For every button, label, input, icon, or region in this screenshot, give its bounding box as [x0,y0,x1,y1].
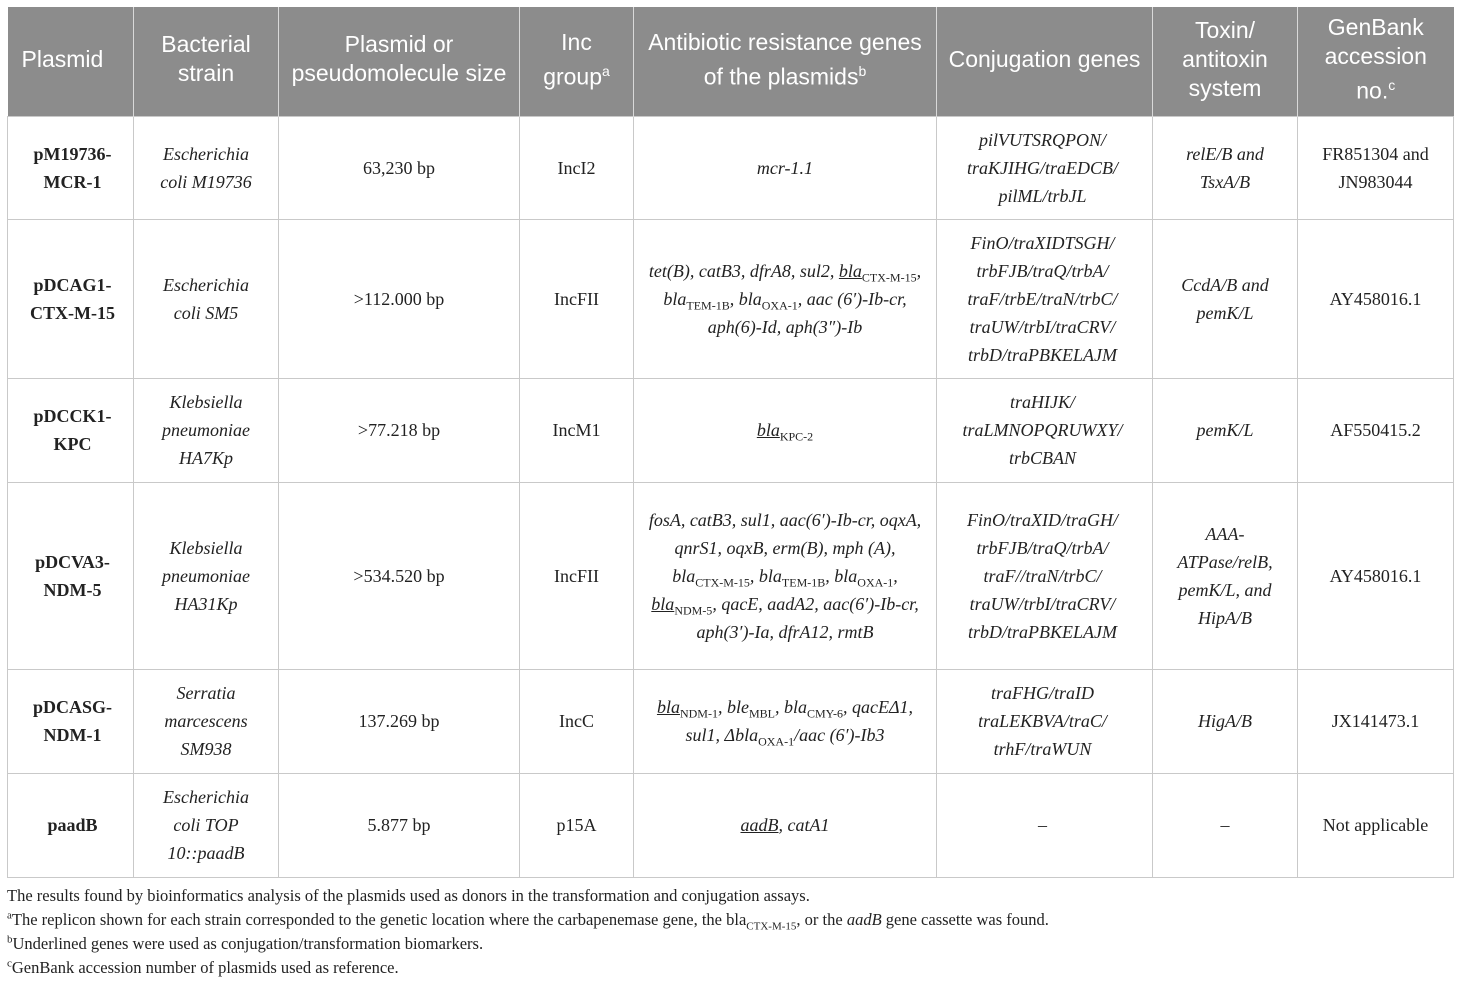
cell-plasmid: pDCASG-NDM-1 [8,669,134,773]
cell-plasmid: pDCAG1-CTX-M-15 [8,219,134,378]
footnote-b: $^b$Underlined genes were used as conjugation/transformation biomarkers. [7,933,484,953]
header-plasmid: Plasmid [8,7,134,116]
cell-inc-group: p15A [520,773,634,877]
footnote-mark-c: c [1388,77,1396,93]
header-strain: Bacterial strain [134,7,279,116]
cell-toxin: CcdA/B and pemK/L [1153,219,1298,378]
table-row [8,219,1454,378]
table-body [8,116,1454,877]
cell-toxin: – [1153,773,1298,877]
cell-strain: Klebsiella pneumoniae HA7Kp [134,378,279,482]
cell-toxin: pemK/L [1153,378,1298,482]
table-row [8,378,1454,482]
header-resistance: Antibiotic resistance genes of the plasmids$^b$ [634,7,937,116]
table-footnotes [7,884,1453,980]
cell-inc-group: IncFII [520,219,634,378]
cell-resistance: mcr-1.1 [634,116,937,219]
cell-resistance: bla$_{NDM-1}$, ble$_{MBL}$, bla$_{CMY-6}$, qacEΔ1, sul1, Δbla$_{OXA-1}$/aac (6′)-Ib3 [634,669,937,773]
cell-genbank: JX141473.1 [1298,669,1454,773]
cell-resistance: fosA, catB3, sul1, aac(6′)-Ib-cr, oqxA, qnrS1, oqxB, erm(B), mph (A), bla$_{CTX-M-15}$, bla$_{TEM-1B}$, bla$_{OXA-1}$, bla$_{NDM-5}$, qacE, aadA2, aac(6′)-Ib-cr, aph(3′)-Ia, dfrA12, rmtB [634,482,937,669]
cell-toxin: relE/B and TsxA/B [1153,116,1298,219]
cell-inc-group: IncC [520,669,634,773]
cell-toxin: HigA/B [1153,669,1298,773]
cell-conjugation: pilVUTSRQPON/ traKJIHG/traEDCB/ pilML/trbJL [937,116,1153,219]
header-row [8,7,1454,116]
cell-conjugation: – [937,773,1153,877]
header-inc-group: Inc group$^a$ [520,7,634,116]
cell-plasmid: pDCVA3-NDM-5 [8,482,134,669]
cell-genbank: AF550415.2 [1298,378,1454,482]
cell-size: >77.218 bp [279,378,520,482]
cell-size: 5.877 bp [279,773,520,877]
cell-size: >112.000 bp [279,219,520,378]
cell-size: 63,230 bp [279,116,520,219]
header-toxin: Toxin/ antitoxin system [1153,7,1298,116]
cell-strain: Klebsiella pneumoniae HA31Kp [134,482,279,669]
cell-genbank: Not applicable [1298,773,1454,877]
cell-inc-group: IncFII [520,482,634,669]
cell-resistance: tet(B), catB3, dfrA8, sul2, bla$_{CTX-M-15}$, bla$_{TEM-1B}$, bla$_{OXA-1}$, aac (6′)-Ib-cr, aph(6)-Id, aph(3″)-Ib [634,219,937,378]
cell-resistance: bla$_{KPC-2}$ [634,378,937,482]
table-row [8,116,1454,219]
cell-size: >534.520 bp [279,482,520,669]
cell-plasmid: pM19736-MCR-1 [8,116,134,219]
cell-genbank: FR851304 and JN983044 [1298,116,1454,219]
table-row [8,669,1454,773]
cell-conjugation: FinO/traXIDTSGH/ trbFJB/traQ/trbA/ traF/trbE/traN/trbC/ traUW/trbI/traCRV/ trbD/traPBKELAJM [937,219,1153,378]
cell-conjugation: traFHG/traID traLEKBVA/traC/ trhF/traWUN [937,669,1153,773]
header-conjugation: Conjugation genes [937,7,1153,116]
cell-inc-group: IncI2 [520,116,634,219]
cell-toxin: AAA-ATPase/relB, pemK/L, and HipA/B [1153,482,1298,669]
cell-conjugation: traHIJK/ traLMNOPQRUWXY/ trbCBAN [937,378,1153,482]
table-row [8,482,1454,669]
cell-plasmid: pDCCK1-KPC [8,378,134,482]
header-size: Plasmid or pseudomolecule size [279,7,520,116]
cell-plasmid: paadB [8,773,134,877]
cell-size: 137.269 bp [279,669,520,773]
cell-genbank: AY458016.1 [1298,219,1454,378]
header-genbank: GenBank accession no.$^c$ [1298,7,1454,116]
footnote-a: $^a$The replicon shown for each strain corresponded to the genetic location where the carbapenemase gene, the bla$_{CTX-M-15}$, or the aadB gene cassette was found. [7,909,1049,933]
cell-genbank: AY458016.1 [1298,482,1454,669]
footnote-mark-b: b [858,62,867,79]
footnote-main: The results found by bioinformatics analysis of the plasmids used as donors in the transformation and conjugation assays. [7,886,810,905]
plasmid-table [7,7,1454,878]
table-header [8,7,1454,116]
cell-strain: Escherichia coli M19736 [134,116,279,219]
footnote-c: $^c$GenBank accession number of plasmids used as reference. [7,957,399,977]
cell-strain: Serratia marcescens SM938 [134,669,279,773]
footnote-mark-a: a [602,62,610,79]
table-row [8,773,1454,877]
cell-strain: Escherichia coli SM5 [134,219,279,378]
cell-conjugation: FinO/traXID/traGH/ trbFJB/traQ/trbA/ traF//traN/trbC/ traUW/trbI/traCRV/ trbD/traPBKELAJM [937,482,1153,669]
cell-inc-group: IncM1 [520,378,634,482]
cell-strain: Escherichia coli TOP 10::paadB [134,773,279,877]
cell-resistance: aadB, catA1 [634,773,937,877]
